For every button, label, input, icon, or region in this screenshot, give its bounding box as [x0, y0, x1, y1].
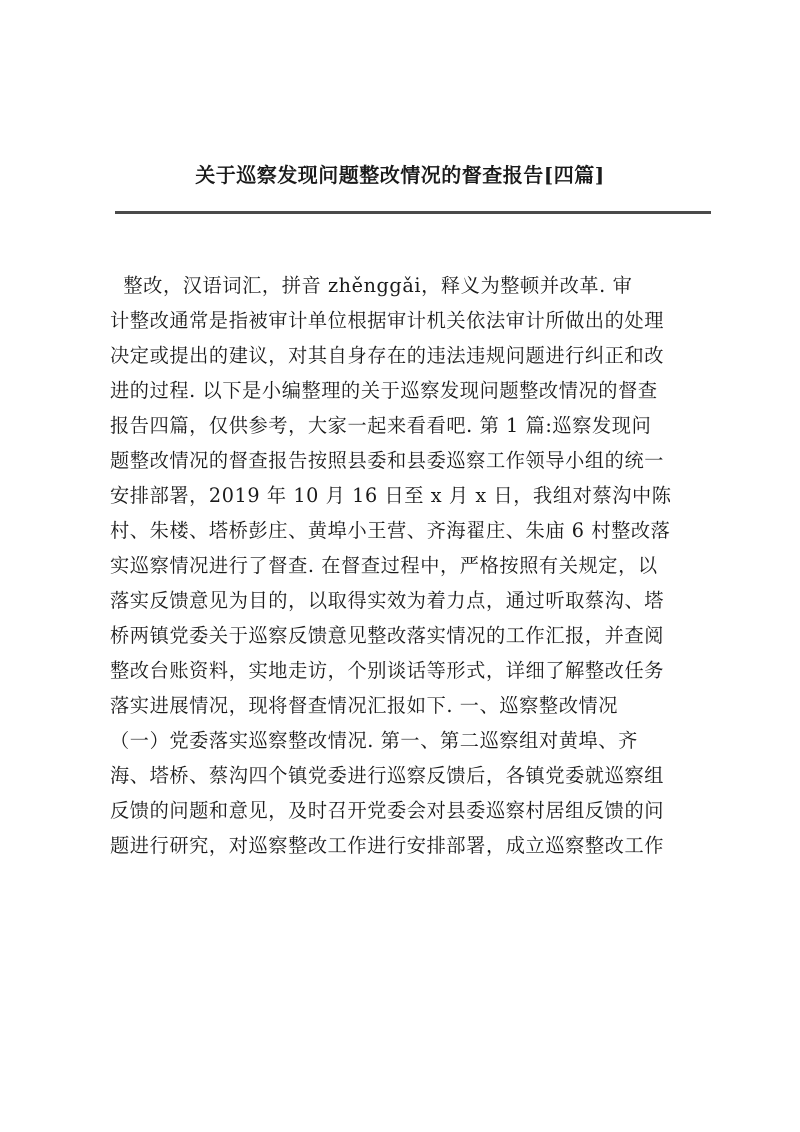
body-line: 题进行研究，对巡察整改工作进行安排部署，成立巡察整改工作 — [110, 834, 665, 857]
body-line: 反馈的问题和意见，及时召开党委会对县委巡察村居组反馈的问 — [110, 799, 665, 822]
body-line: 安排部署，2019 年 10 月 16 日至 x 月 x 日，我组对蔡沟中陈 — [110, 484, 672, 507]
body-line: 桥两镇党委关于巡察反馈意见整改落实情况的工作汇报，并查阅 — [110, 624, 665, 647]
body-line: 整改台账资料，实地走访，个别谈话等形式，详细了解整改任务 — [110, 659, 665, 682]
document-body — [110, 268, 720, 863]
document-title: 关于巡察发现问题整改情况的督查报告[四篇] — [195, 163, 605, 187]
body-line: 报告四篇，仅供参考，大家一起来看看吧. 第 1 篇:巡察发现问 — [110, 414, 652, 437]
body-line: 进的过程. 以下是小编整理的关于巡察发现问题整改情况的督查 — [110, 379, 658, 402]
body-line: 整改，汉语词汇，拼音 zhěnggǎi，释义为整顿并改革. 审 — [110, 274, 633, 297]
body-line: 题整改情况的督查报告按照县委和县委巡察工作领导小组的统一 — [110, 449, 665, 472]
body-line: 村、朱楼、塔桥彭庄、黄埠小王营、齐海翟庄、朱庙 6 村整改落 — [110, 519, 671, 542]
body-line: 实巡察情况进行了督查. 在督查过程中，严格按照有关规定，以 — [110, 554, 658, 577]
body-line: 海、塔桥、蔡沟四个镇党委进行巡察反馈后，各镇党委就巡察组 — [110, 764, 665, 787]
body-line: 计整改通常是指被审计单位根据审计机关依法审计所做出的处理 — [110, 309, 665, 332]
body-line: 决定或提出的建议，对其自身存在的违法违规问题进行纠正和改 — [110, 344, 665, 367]
body-line: 落实进展情况，现将督查情况汇报如下. 一、巡察整改情况 — [110, 694, 619, 717]
body-line: （一）党委落实巡察整改情况. 第一、第二巡察组对黄埠、齐 — [110, 729, 638, 752]
body-line: 落实反馈意见为目的，以取得实效为着力点，通过听取蔡沟、塔 — [110, 589, 665, 612]
title-divider — [115, 211, 711, 214]
